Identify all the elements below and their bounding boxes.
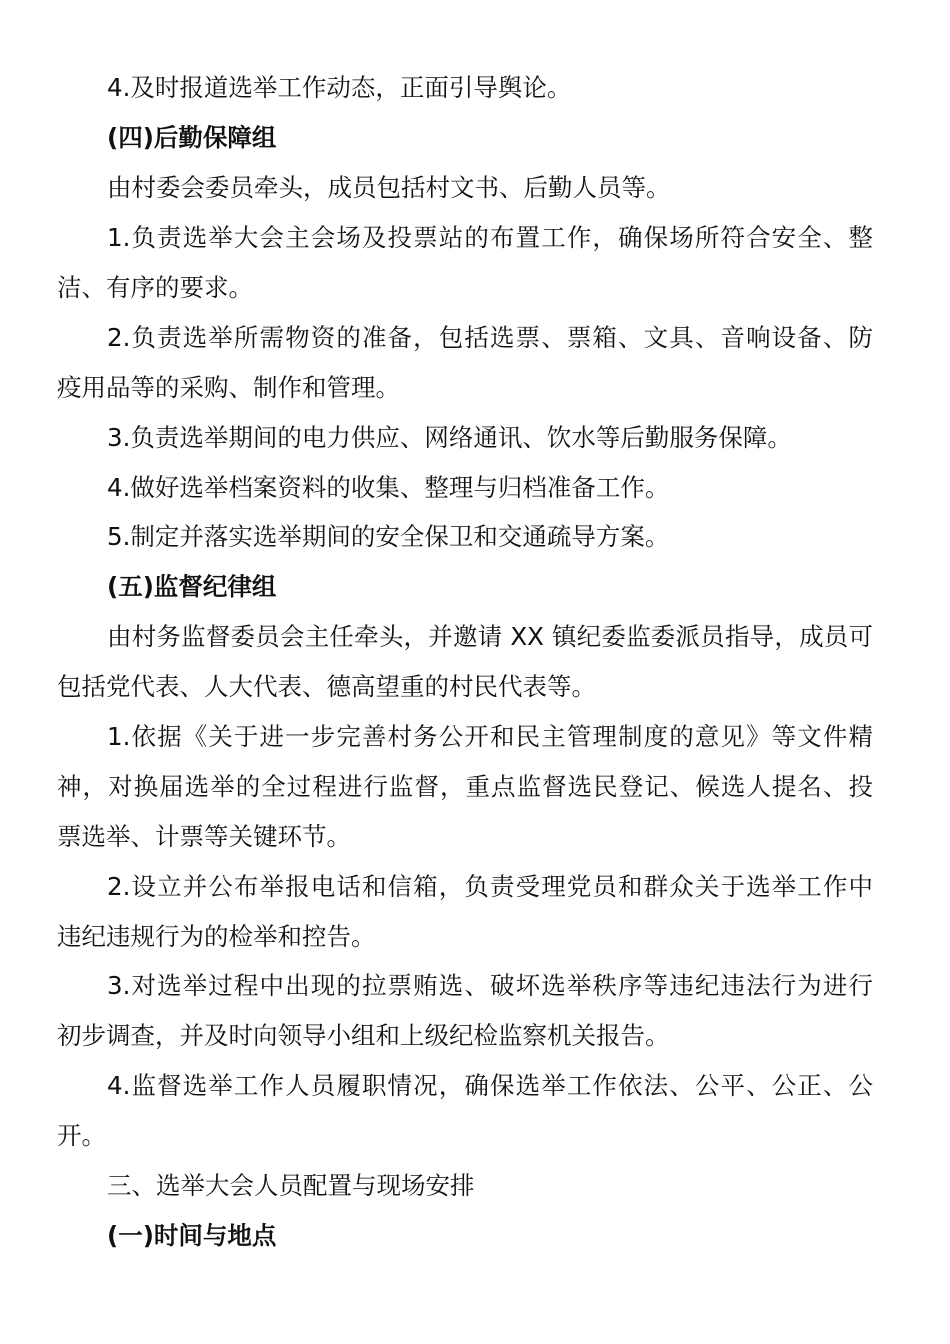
paragraph-line: 1.负责选举大会主会场及投票站的布置工作，确保场所符合安全、整 (107, 223, 873, 252)
paragraph-line: 1.依据《关于进一步完善村务公开和民主管理制度的意见》等文件精 (107, 722, 873, 751)
paragraph-line: 4.及时报道选举工作动态，正面引导舆论。 (107, 73, 572, 102)
section-heading-time-place: (一)时间与地点 (107, 1221, 277, 1250)
paragraph-line: 由村务监督委员会主任牵头，并邀请 XX 镇纪委监委派员指导，成员可 (107, 622, 873, 651)
paragraph-line: 由村委会委员牵头，成员包括村文书、后勤人员等。 (107, 173, 671, 202)
paragraph-line: 4.做好选举档案资料的收集、整理与归档准备工作。 (107, 473, 670, 502)
paragraph-line: 3.对选举过程中出现的拉票贿选、破坏选举秩序等违纪违法行为进行 (107, 971, 873, 1000)
paragraph-line: 3.负责选举期间的电力供应、网络通讯、饮水等后勤服务保障。 (107, 423, 792, 452)
paragraph-line: 神，对换届选举的全过程进行监督，重点监督选民登记、候选人提名、投 (57, 772, 873, 801)
paragraph-line: 违纪违规行为的检举和控告。 (57, 922, 376, 951)
paragraph-line: 开。 (57, 1121, 106, 1150)
section-heading-supervision: (五)监督纪律组 (107, 572, 277, 601)
paragraph-line: 2.负责选举所需物资的准备，包括选票、票箱、文具、音响设备、防 (107, 323, 873, 352)
paragraph-line: 5.制定并落实选举期间的安全保卫和交通疏导方案。 (107, 522, 670, 551)
paragraph-line: 洁、有序的要求。 (57, 273, 253, 302)
chapter-heading: 三、选举大会人员配置与现场安排 (107, 1171, 475, 1200)
paragraph-line: 初步调查，并及时向领导小组和上级纪检监察机关报告。 (57, 1021, 670, 1050)
paragraph-line: 4.监督选举工作人员履职情况，确保选举工作依法、公平、公正、公 (107, 1071, 873, 1100)
paragraph-line: 疫用品等的采购、制作和管理。 (57, 373, 400, 402)
paragraph-line: 包括党代表、人大代表、德高望重的村民代表等。 (57, 672, 596, 701)
paragraph-line: 2.设立并公布举报电话和信箱，负责受理党员和群众关于选举工作中 (107, 872, 873, 901)
paragraph-line: 票选举、计票等关键环节。 (57, 822, 351, 851)
section-heading-logistics: (四)后勤保障组 (107, 123, 277, 152)
